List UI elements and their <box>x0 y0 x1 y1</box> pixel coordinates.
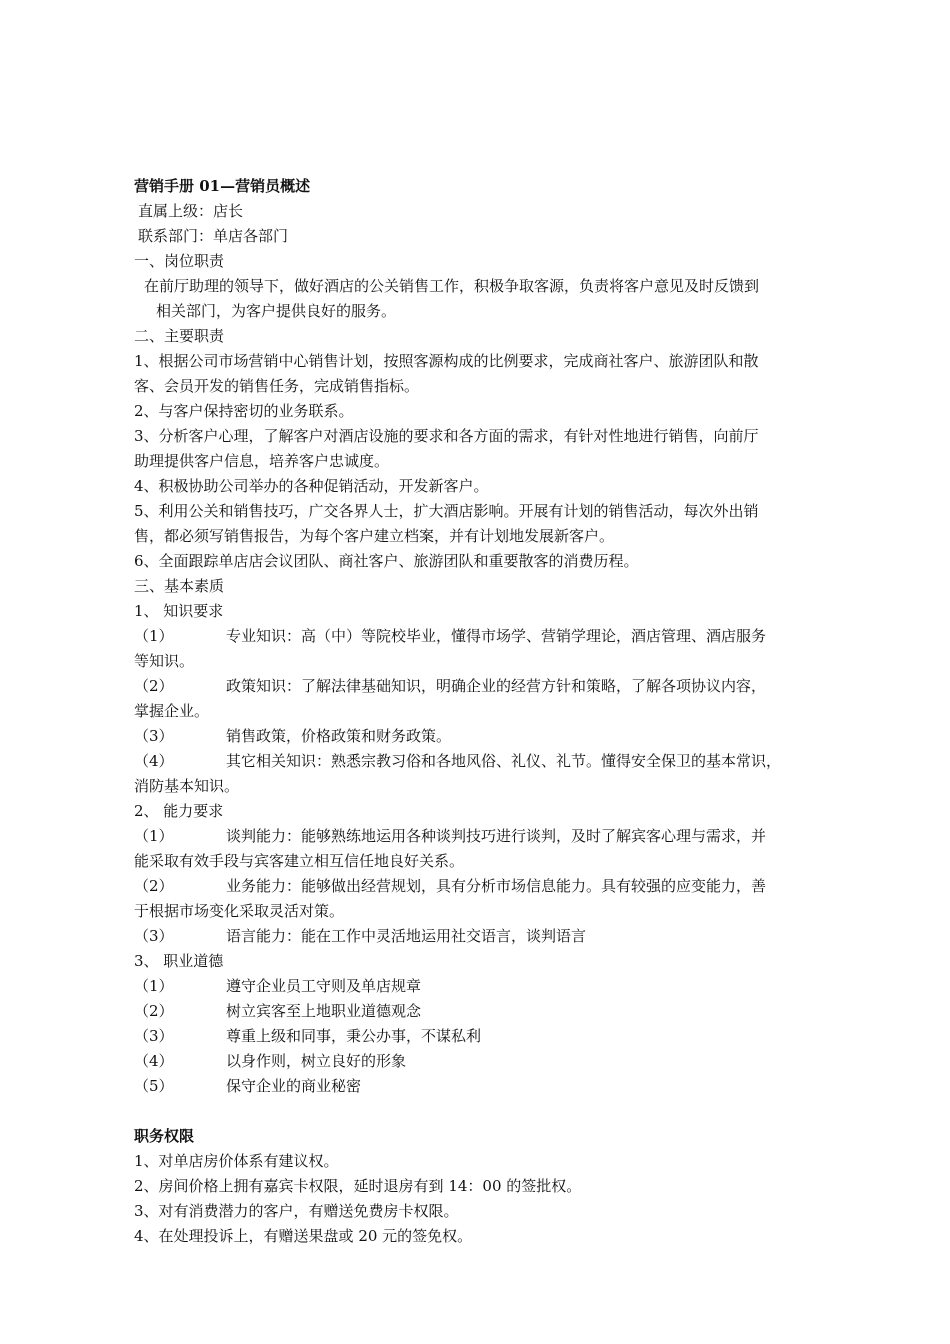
item-text: 保守企业的商业秘密 <box>226 1077 362 1095</box>
item-number: （4） <box>134 752 174 770</box>
item-number: （3） <box>134 927 174 945</box>
authority-line: 4、在处理投诉上，有赠送果盘或 20 元的签免权。 <box>134 1227 473 1245</box>
section-heading-qualities: 三、基本素质 <box>134 577 225 595</box>
item-number: （5） <box>134 1077 174 1095</box>
item-text: 业务能力：能够做出经营规划，具有分析市场信息能力。具有较强的应变能力，善 <box>226 877 767 895</box>
item-text: 遵守企业员工守则及单店规章 <box>226 977 422 995</box>
item-number: （1） <box>134 977 174 995</box>
item-number: （4） <box>134 1052 174 1070</box>
list-item <box>134 749 850 774</box>
item-number: （2） <box>134 677 174 695</box>
list-item <box>134 924 850 949</box>
item-text: 树立宾客至上地职业道德观念 <box>226 1002 422 1020</box>
item-number: （3） <box>134 727 174 745</box>
duty-line: 客、会员开发的销售任务，完成销售指标。 <box>134 377 420 395</box>
duty-line: 3、分析客户心理，了解客户对酒店设施的要求和各方面的需求，有针对性地进行销售，向前厅 <box>134 427 759 445</box>
item-text: 专业知识：高（中）等院校毕业，懂得市场学、营销学理论，酒店管理、酒店服务 <box>226 627 767 645</box>
item-text: 以身作则，树立良好的形象 <box>226 1052 407 1070</box>
subheading-ability: 2、 能力要求 <box>134 802 224 820</box>
item-continuation: 等知识。 <box>134 652 195 670</box>
document-title: 营销手册 01—营销员概述 <box>134 177 311 195</box>
item-number: （2） <box>134 877 174 895</box>
list-item <box>134 824 850 849</box>
item-text: 尊重上级和同事，秉公办事，不谋私利 <box>226 1027 482 1045</box>
list-item <box>134 1024 850 1049</box>
subheading-ethics: 3、 职业道德 <box>134 952 224 970</box>
item-number: （2） <box>134 1002 174 1020</box>
spacer <box>134 1099 850 1124</box>
list-item <box>134 999 850 1024</box>
list-item <box>134 724 850 749</box>
superior-line: 直属上级：店长 <box>138 202 244 220</box>
subheading-knowledge: 1、 知识要求 <box>134 602 224 620</box>
item-text: 销售政策，价格政策和财务政策。 <box>226 727 452 745</box>
item-text: 政策知识：了解法律基础知识，明确企业的经营方针和策略，了解各项协议内容， <box>226 677 767 695</box>
duty-line: 1、根据公司市场营销中心销售计划，按照客源构成的比例要求，完成商社客户、旅游团队和散 <box>134 352 759 370</box>
item-continuation: 能采取有效手段与宾客建立相互信任地良好关系。 <box>134 852 465 870</box>
item-continuation: 消防基本知识。 <box>134 777 240 795</box>
section-heading-authority: 职务权限 <box>134 1127 195 1145</box>
duty-line: 助理提供客户信息，培养客户忠诚度。 <box>134 452 390 470</box>
list-item <box>134 874 850 899</box>
item-number: （3） <box>134 1027 174 1045</box>
list-item <box>134 1074 850 1099</box>
list-item <box>134 624 850 649</box>
item-number: （1） <box>134 827 174 845</box>
duty-line: 售，都必须写销售报告，为每个客户建立档案，并有计划地发展新客户。 <box>134 527 615 545</box>
duty-line: 6、全面跟踪单店店会议团队、商社客户、旅游团队和重要散客的消费历程。 <box>134 552 639 570</box>
list-item <box>134 1049 850 1074</box>
authority-line: 1、对单店房价体系有建议权。 <box>134 1152 339 1170</box>
item-text: 其它相关知识：熟悉宗教习俗和各地风俗、礼仪、礼节。懂得安全保卫的基本常识， <box>226 752 782 770</box>
duty-line: 5、利用公关和销售技巧，广交各界人士，扩大酒店影响。开展有计划的销售活动，每次外出销 <box>134 502 759 520</box>
item-text: 谈判能力：能够熟练地运用各种谈判技巧进行谈判，及时了解宾客心理与需求，并 <box>226 827 767 845</box>
authority-line: 2、房间价格上拥有嘉宾卡权限，延时退房有到 14：00 的签批权。 <box>134 1177 582 1195</box>
section-heading-main-duties: 二、主要职责 <box>134 327 225 345</box>
contact-dept-line: 联系部门：单店各部门 <box>138 227 289 245</box>
document-body <box>134 174 850 1249</box>
duty-line: 4、积极协助公司举办的各种促销活动，开发新客户。 <box>134 477 489 495</box>
item-text: 语言能力：能在工作中灵活地运用社交语言，谈判语言 <box>226 927 587 945</box>
paragraph-line: 相关部门，为客户提供良好的服务。 <box>156 302 397 320</box>
list-item <box>134 674 850 699</box>
section-heading-duties: 一、岗位职责 <box>134 252 225 270</box>
paragraph-line: 在前厅助理的领导下，做好酒店的公关销售工作，积极争取客源，负责将客户意见及时反馈到 <box>144 277 760 295</box>
authority-line: 3、对有消费潜力的客户，有赠送免费房卡权限。 <box>134 1202 459 1220</box>
duty-line: 2、与客户保持密切的业务联系。 <box>134 402 354 420</box>
item-continuation: 于根据市场变化采取灵活对策。 <box>134 902 345 920</box>
list-item <box>134 974 850 999</box>
item-number: （1） <box>134 627 174 645</box>
item-continuation: 掌握企业。 <box>134 702 210 720</box>
